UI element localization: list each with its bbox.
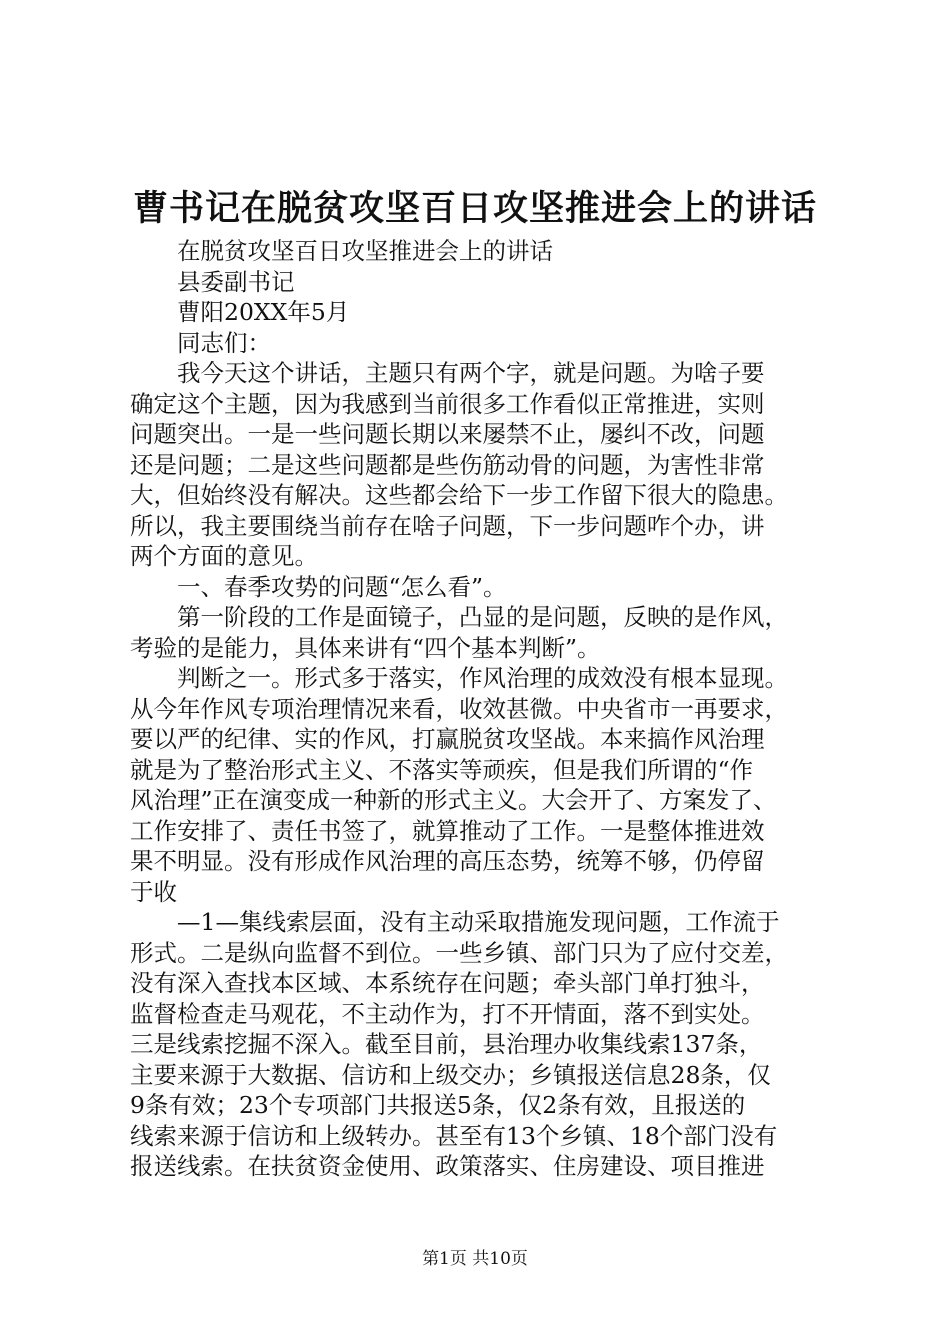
paragraph-line: 形式。二是纵向监督不到位。一些乡镇、部门只为了应付交差， <box>130 938 788 967</box>
document-title: 曹书记在脱贫攻坚百日攻坚推进会上的讲话 <box>132 188 817 229</box>
paragraph-line: 我今天这个讲话，主题只有两个字，就是问题。为啥子要 <box>177 359 765 387</box>
paragraph-line: 风治理”正在演变成一种新的形式主义。大会开了、方案发了、 <box>130 786 777 814</box>
paragraph-line: 第一阶段的工作是面镜子，凸显的是问题，反映的是作风， <box>177 603 788 631</box>
paragraph-line: 于收 <box>130 877 177 906</box>
paragraph-line: 大，但始终没有解决。这些都会给下一步工作留下很大的隐患。 <box>130 481 788 509</box>
speaker-position: 县委副书记 <box>177 267 295 296</box>
speech-date: 曹阳20XX年5月 <box>177 298 350 326</box>
paragraph-line: 9条有效；23个专项部门共报送5条，仅2条有效，且报送的 <box>130 1091 746 1119</box>
paragraph-line: 考验的是能力，具体来讲有“四个基本判断”。 <box>130 633 601 662</box>
speech-subtitle: 在脱贫攻坚百日攻坚推进会上的讲话 <box>177 237 553 265</box>
paragraph-line: —1—集线索层面，没有主动采取措施发现问题，工作流于 <box>177 908 780 936</box>
paragraph-line: 确定这个主题，因为我感到当前很多工作看似正常推进，实则 <box>130 389 765 418</box>
paragraph-line: 主要来源于大数据、信访和上级交办；乡镇报送信息28条，仅 <box>130 1060 771 1089</box>
salutation: 同志们： <box>177 328 271 357</box>
paragraph-line: 两个方面的意见。 <box>130 542 318 570</box>
paragraph-line: 没有深入查找本区域、本系统存在问题；牵头部门单打独斗， <box>130 969 765 997</box>
section-heading: 一、春季攻势的问题“怎么看”。 <box>177 572 507 601</box>
paragraph-line: 就是为了整治形式主义、不落实等顽疾，但是我们所谓的“作 <box>130 755 754 784</box>
document-body <box>130 236 830 1182</box>
paragraph-line: 三是线索挖掘不深入。截至目前，县治理办收集线索137条， <box>130 1030 763 1058</box>
paragraph-line: 监督检查走马观花，不主动作为，打不开情面，落不到实处。 <box>130 999 765 1028</box>
paragraph-line: 果不明显。没有形成作风治理的高压态势，统筹不够，仍停留 <box>130 847 765 875</box>
paragraph-line: 从今年作风专项治理情况来看，收效甚微。中央省市一再要求， <box>130 694 788 723</box>
page-footer: 第1页 共10页 <box>422 1249 528 1269</box>
paragraph-line: 要以严的纪律、实的作风，打赢脱贫攻坚战。本来搞作风治理 <box>130 725 765 753</box>
paragraph-line: 报送线索。在扶贫资金使用、政策落实、住房建设、项目推进 <box>130 1152 765 1180</box>
paragraph-line: 判断之一。形式多于落实，作风治理的成效没有根本显现。 <box>177 664 788 692</box>
paragraph-line: 所以，我主要围绕当前存在啥子问题，下一步问题咋个办，讲 <box>130 511 765 540</box>
paragraph-line: 还是问题；二是这些问题都是些伤筋动骨的问题，为害性非常 <box>130 450 765 479</box>
paragraph-line: 问题突出。一是一些问题长期以来屡禁不止，屡纠不改，问题 <box>130 420 765 448</box>
paragraph-line: 工作安排了、责任书签了，就算推动了工作。一是整体推进效 <box>130 816 765 845</box>
paragraph-line: 线索来源于信访和上级转办。甚至有13个乡镇、18个部门没有 <box>130 1121 778 1150</box>
